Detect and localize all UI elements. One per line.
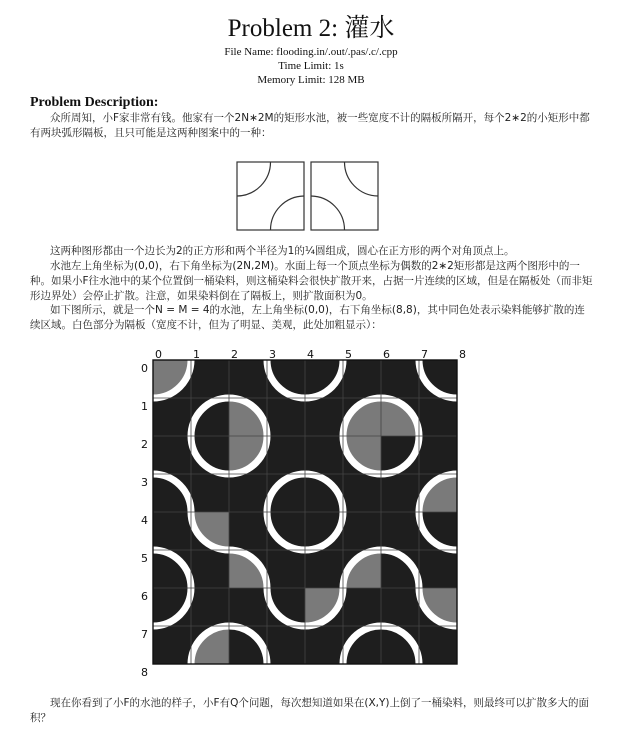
x-tick-label: 1 <box>193 348 200 361</box>
y-tick-label: 1 <box>141 400 148 413</box>
paragraph-example: 如下图所示，就是一个N = M = 4的水池，左上角坐标(0,0)，右下角坐标(8,8)，其中同色处表示染料能够扩散的连续区域。白色部分为隔板（宽度不计，但为了明显、美观，此处加粗显示）： <box>30 304 585 331</box>
tile-pattern-a <box>237 162 304 230</box>
y-tick-label: 6 <box>141 590 148 603</box>
time-limit: Time Limit: 1s <box>278 60 344 72</box>
tile-pattern-b <box>311 162 378 230</box>
x-tick-label: 0 <box>155 348 162 361</box>
paragraph-coordinates: 水池左上角坐标为(0,0)，右下角坐标为(2N,2M)。水面上每一个顶点坐标为偶数的2∗2矩形都是这两个图形中的一种。如果小F往水池中的某个位置倒一桶染料，则这桶染料会很快扩散开来，占据一片连续的区域，但是在隔板处（而非矩形边界处）会停止扩散。注意，如果染料倒在了隔板上，则扩散面积为0。 <box>30 260 593 302</box>
file-name: File Name: flooding.in/.out/.pas/.c/.cpp <box>224 46 398 58</box>
y-tick-label: 0 <box>141 362 148 375</box>
y-tick-label: 8 <box>141 666 148 679</box>
y-tick-label: 2 <box>141 438 148 451</box>
x-tick-label: 2 <box>231 348 238 361</box>
section-heading: Problem Description: <box>30 95 159 110</box>
paragraph-shape: 这两种图形都由一个边长为2的正方形和两个半径为1的¼圆组成，圆心在正方形的两个对角顶点上。 <box>50 245 515 257</box>
tile-patterns-figure <box>236 161 381 233</box>
y-tick-label: 4 <box>141 514 148 527</box>
y-tick-label: 3 <box>141 476 148 489</box>
x-tick-label: 8 <box>459 348 466 361</box>
paragraph-question: 现在你看到了小F的水池的样子，小F有Q个问题，每次想知道如果在(X,Y)上倒了一桶染料，则最终可以扩散多大的面积？ <box>30 697 589 724</box>
x-tick-label: 3 <box>269 348 276 361</box>
problem-title: Problem 2: 灌水 <box>227 15 395 42</box>
y-tick-label: 7 <box>141 628 148 641</box>
x-tick-label: 7 <box>421 348 428 361</box>
y-tick-label: 5 <box>141 552 148 565</box>
pool-example-figure <box>135 348 485 690</box>
memory-limit: Memory Limit: 128 MB <box>257 74 365 86</box>
x-tick-label: 4 <box>307 348 314 361</box>
x-tick-label: 5 <box>345 348 352 361</box>
x-tick-label: 6 <box>383 348 390 361</box>
paragraph-intro: 众所周知，小F家非常有钱。他家有一个2N∗2M的矩形水池，被一些宽度不计的隔板所隔开，每个2∗2的小矩形中都有两块弧形隔板，且只可能是这两种图案中的一种： <box>30 112 590 139</box>
